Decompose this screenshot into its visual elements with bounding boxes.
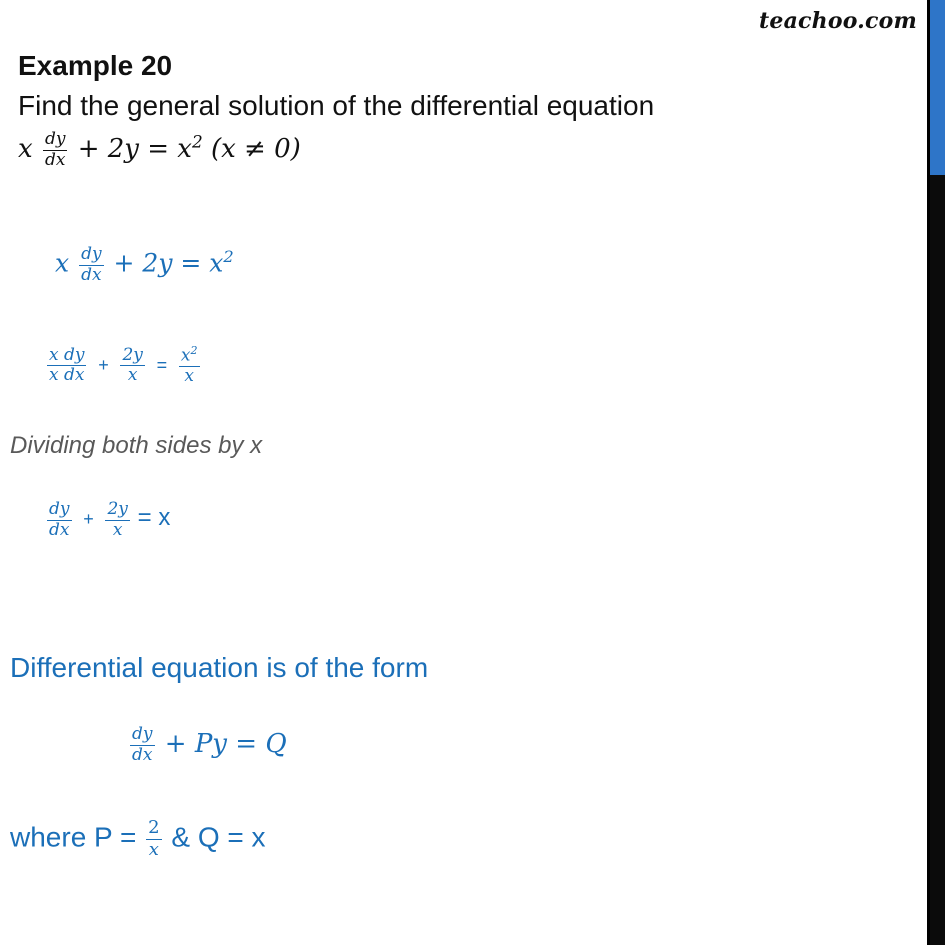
where-line (10, 818, 266, 860)
step-2-equation (45, 345, 202, 387)
step3-plus: + (83, 509, 94, 530)
standard-denominator: dx (132, 744, 153, 765)
where-numerator: 2 (148, 817, 160, 838)
step1-rest: + 2y = x (113, 248, 224, 278)
step2-fraction-1 (47, 346, 86, 386)
where-denominator: x (148, 838, 159, 860)
where-prefix: where P = (10, 821, 137, 853)
dividing-note: Dividing both sides by x (10, 432, 263, 459)
form-label: Differential equation is of the form (10, 652, 429, 683)
step2-frac2-denominator: x (127, 365, 138, 386)
standard-rest: + Py = Q (164, 729, 287, 760)
brand-logo: teachoo.com (759, 8, 917, 34)
step3-frac1-denominator: dx (49, 519, 70, 540)
step-1-equation (55, 245, 234, 285)
step1-power: 2 (223, 247, 234, 267)
standard-fraction (130, 725, 155, 765)
step2-frac3-denominator: x (184, 366, 194, 387)
where-suffix: & Q = x (171, 821, 266, 853)
step2-fraction-3 (179, 345, 200, 387)
eq-coef: x (18, 134, 33, 165)
step1-denominator: dx (81, 264, 102, 285)
step2-equals: = (156, 354, 168, 375)
step-3-equation (45, 500, 170, 540)
step3-fraction-2 (105, 500, 129, 540)
standard-form-equation (128, 725, 287, 765)
step1-numerator: dy (81, 244, 102, 264)
question-text: Find the general solution of the differential equation (18, 90, 655, 121)
scroll-thumb[interactable] (930, 0, 945, 175)
eq-fraction (43, 130, 68, 170)
step3-frac1-numerator: dy (49, 499, 70, 519)
step2-frac1-denominator: x dx (49, 365, 85, 386)
eq-power: 2 (191, 131, 203, 152)
step2-frac2-numerator: 2y (122, 344, 143, 365)
question-equation (18, 130, 301, 170)
step3-fraction-1 (47, 500, 72, 540)
step1-coef: x (55, 248, 70, 278)
eq-fraction-numerator: dy (44, 129, 66, 149)
step3-frac2-numerator: 2y (107, 499, 128, 519)
step2-fraction-2 (120, 346, 144, 386)
step2-plus: + (98, 354, 109, 375)
standard-numerator: dy (132, 724, 153, 744)
eq-rest: + 2y = x (77, 134, 192, 165)
where-fraction (146, 818, 161, 860)
example-title: Example 20 (18, 50, 173, 81)
step3-frac2-denominator: x (112, 519, 123, 540)
eq-condition: (x ≠ 0) (210, 134, 301, 165)
step2-frac3-numerator: $x^2$ (180, 344, 198, 366)
step2-frac1-numerator: x dy (49, 344, 85, 365)
eq-fraction-denominator: dx (44, 149, 66, 170)
step3-rhs: = x (137, 504, 171, 532)
scrollbar[interactable] (927, 0, 945, 945)
step1-fraction (79, 245, 104, 285)
